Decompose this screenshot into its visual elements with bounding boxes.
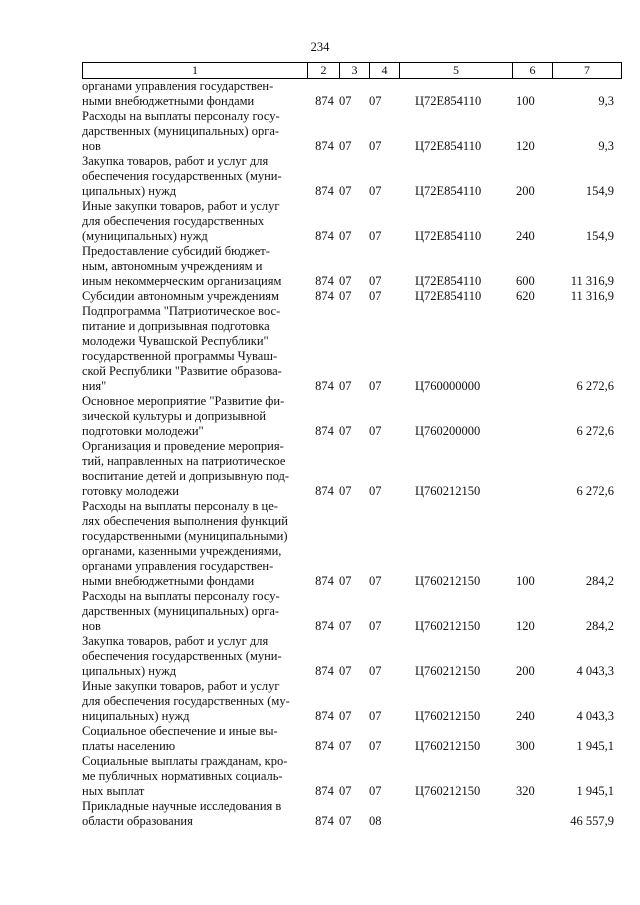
header-col-6: 6 — [513, 63, 553, 78]
header-col-4: 4 — [370, 63, 400, 78]
row-ministry-code: 874 — [315, 274, 334, 288]
row-amount: 1 945,1 — [576, 784, 614, 798]
row-description: Расходы на выплаты персоналу в це- лях обеспечения выполнения функций государственными (муниципальными) органами, казенными учреждениями, органами управления государствен- ными внебюджетными фондами — [82, 499, 288, 588]
row-ministry-code: 874 — [315, 574, 334, 588]
row-subsection-code: 07 — [369, 379, 382, 393]
row-target-article: Ц760200000 — [415, 424, 481, 438]
row-target-article: Ц72Е854110 — [415, 94, 482, 108]
table-row — [82, 799, 622, 829]
row-description: Расходы на выплаты персоналу госу- дарственных (муниципальных) орга- нов — [82, 109, 280, 153]
row-expense-type: 600 — [516, 274, 535, 288]
table-row — [82, 154, 622, 199]
row-expense-type: 200 — [516, 664, 535, 678]
row-subsection-code: 07 — [369, 709, 382, 723]
row-amount: 9,3 — [598, 139, 614, 153]
row-description: органами управления государствен- ными внебюджетными фондами — [82, 79, 274, 108]
row-amount: 4 043,3 — [576, 709, 614, 723]
row-expense-type: 320 — [516, 784, 535, 798]
header-col-2: 2 — [308, 63, 340, 78]
row-ministry-code: 874 — [315, 229, 334, 243]
row-description: Закупка товаров, работ и услуг для обеспечения государственных (муни- ципальных) нужд — [82, 154, 282, 198]
row-target-article: Ц760212150 — [415, 574, 481, 588]
header-col-3: 3 — [340, 63, 370, 78]
row-amount: 11 316,9 — [570, 274, 614, 288]
row-ministry-code: 874 — [315, 709, 334, 723]
row-target-article: Ц760000000 — [415, 379, 481, 393]
row-ministry-code: 874 — [315, 739, 334, 753]
row-description: Закупка товаров, работ и услуг для обеспечения государственных (муни- ципальных) нужд — [82, 634, 282, 678]
row-amount: 1 945,1 — [576, 739, 614, 753]
row-description: Иные закупки товаров, работ и услуг для обеспечения государственных (муниципальных) нужд — [82, 199, 280, 243]
row-section-code: 07 — [339, 574, 352, 588]
table-row — [82, 304, 622, 394]
row-subsection-code: 07 — [369, 784, 382, 798]
row-target-article: Ц72Е854110 — [415, 139, 482, 153]
table-row — [82, 724, 622, 754]
row-subsection-code: 07 — [369, 289, 382, 303]
row-section-code: 07 — [339, 379, 352, 393]
row-ministry-code: 874 — [315, 664, 334, 678]
header-col-1: 1 — [83, 63, 308, 78]
row-ministry-code: 874 — [315, 814, 334, 828]
row-description: Субсидии автономным учреждениям — [82, 289, 279, 303]
row-section-code: 07 — [339, 664, 352, 678]
table-row — [82, 679, 622, 724]
row-target-article: Ц72Е854110 — [415, 184, 482, 198]
row-section-code: 07 — [339, 424, 352, 438]
row-amount: 46 557,9 — [570, 814, 614, 828]
row-section-code: 07 — [339, 739, 352, 753]
table-row — [82, 289, 622, 304]
row-subsection-code: 07 — [369, 274, 382, 288]
row-section-code: 07 — [339, 289, 352, 303]
row-ministry-code: 874 — [315, 94, 334, 108]
row-description: Иные закупки товаров, работ и услуг для обеспечения государственных (му- ниципальных) нужд — [82, 679, 290, 723]
row-amount: 6 272,6 — [576, 484, 614, 498]
row-section-code: 07 — [339, 139, 352, 153]
row-section-code: 07 — [339, 229, 352, 243]
row-section-code: 07 — [339, 784, 352, 798]
row-description: Расходы на выплаты персоналу госу- дарственных (муниципальных) орга- нов — [82, 589, 280, 633]
table-row — [82, 199, 622, 244]
table-row — [82, 439, 622, 499]
row-section-code: 07 — [339, 619, 352, 633]
row-target-article: Ц760212150 — [415, 484, 481, 498]
row-section-code: 07 — [339, 94, 352, 108]
row-target-article: Ц72Е854110 — [415, 229, 482, 243]
header-col-5: 5 — [400, 63, 513, 78]
row-target-article: Ц760212150 — [415, 739, 481, 753]
row-subsection-code: 07 — [369, 619, 382, 633]
row-expense-type: 120 — [516, 139, 535, 153]
row-ministry-code: 874 — [315, 784, 334, 798]
row-ministry-code: 874 — [315, 139, 334, 153]
table-row — [82, 634, 622, 679]
table-row — [82, 754, 622, 799]
row-amount: 154,9 — [585, 229, 614, 243]
page-number: 234 — [310, 40, 330, 54]
row-expense-type: 120 — [516, 619, 535, 633]
row-subsection-code: 07 — [369, 484, 382, 498]
table-row — [82, 109, 622, 154]
table-row — [82, 499, 622, 589]
table-row — [82, 589, 622, 634]
row-expense-type: 200 — [516, 184, 535, 198]
row-target-article: Ц72Е854110 — [415, 274, 482, 288]
row-target-article: Ц72Е854110 — [415, 289, 482, 303]
row-amount: 11 316,9 — [570, 289, 614, 303]
row-amount: 4 043,3 — [576, 664, 614, 678]
row-subsection-code: 07 — [369, 94, 382, 108]
row-expense-type: 240 — [516, 709, 535, 723]
row-target-article: Ц760212150 — [415, 709, 481, 723]
row-amount: 284,2 — [585, 619, 614, 633]
row-ministry-code: 874 — [315, 379, 334, 393]
row-description: Социальное обеспечение и иные вы- платы населению — [82, 724, 278, 753]
row-target-article: Ц760212150 — [415, 619, 481, 633]
row-subsection-code: 07 — [369, 229, 382, 243]
row-section-code: 07 — [339, 814, 352, 828]
table-row — [82, 394, 622, 439]
row-expense-type: 100 — [516, 94, 535, 108]
row-description: Организация и проведение мероприя- тий, направленных на патриотическое воспитание детей и допризывную под- готовку молодежи — [82, 439, 290, 498]
row-amount: 284,2 — [585, 574, 614, 588]
header-col-7: 7 — [584, 63, 590, 77]
row-subsection-code: 07 — [369, 739, 382, 753]
row-amount: 154,9 — [585, 184, 614, 198]
row-section-code: 07 — [339, 484, 352, 498]
row-ministry-code: 874 — [315, 619, 334, 633]
row-expense-type: 300 — [516, 739, 535, 753]
row-section-code: 07 — [339, 184, 352, 198]
row-amount: 6 272,6 — [576, 424, 614, 438]
row-description: Социальные выплаты гражданам, кро- ме публичных нормативных социаль- ных выплат — [82, 754, 288, 798]
row-subsection-code: 08 — [369, 814, 382, 828]
budget-table — [82, 62, 622, 829]
row-section-code: 07 — [339, 274, 352, 288]
row-ministry-code: 874 — [315, 484, 334, 498]
row-description: Подпрограмма "Патриотическое вос- питание и допризывная подготовка молодежи Чувашской Республики" государственной программы Чуваш- ской Республики "Развитие образова- ния" — [82, 304, 282, 393]
row-ministry-code: 874 — [315, 424, 334, 438]
table-row — [82, 79, 622, 109]
row-subsection-code: 07 — [369, 139, 382, 153]
row-subsection-code: 07 — [369, 184, 382, 198]
row-subsection-code: 07 — [369, 664, 382, 678]
row-amount: 6 272,6 — [576, 379, 614, 393]
row-expense-type: 100 — [516, 574, 535, 588]
row-expense-type: 240 — [516, 229, 535, 243]
row-ministry-code: 874 — [315, 289, 334, 303]
row-target-article: Ц760212150 — [415, 784, 481, 798]
row-amount: 9,3 — [598, 94, 614, 108]
row-expense-type: 620 — [516, 289, 535, 303]
row-description: Прикладные научные исследования в области образования — [82, 799, 282, 828]
row-description: Предоставление субсидий бюджет- ным, автономным учреждениям и иным некоммерческим организациям — [82, 244, 282, 288]
row-description: Основное мероприятие "Развитие фи- зической культуры и допризывной подготовки молодежи" — [82, 394, 285, 438]
row-ministry-code: 874 — [315, 184, 334, 198]
table-header-row — [82, 62, 622, 79]
table-body — [82, 79, 622, 829]
row-subsection-code: 07 — [369, 424, 382, 438]
row-section-code: 07 — [339, 709, 352, 723]
row-subsection-code: 07 — [369, 574, 382, 588]
row-target-article: Ц760212150 — [415, 664, 481, 678]
table-row — [82, 244, 622, 289]
